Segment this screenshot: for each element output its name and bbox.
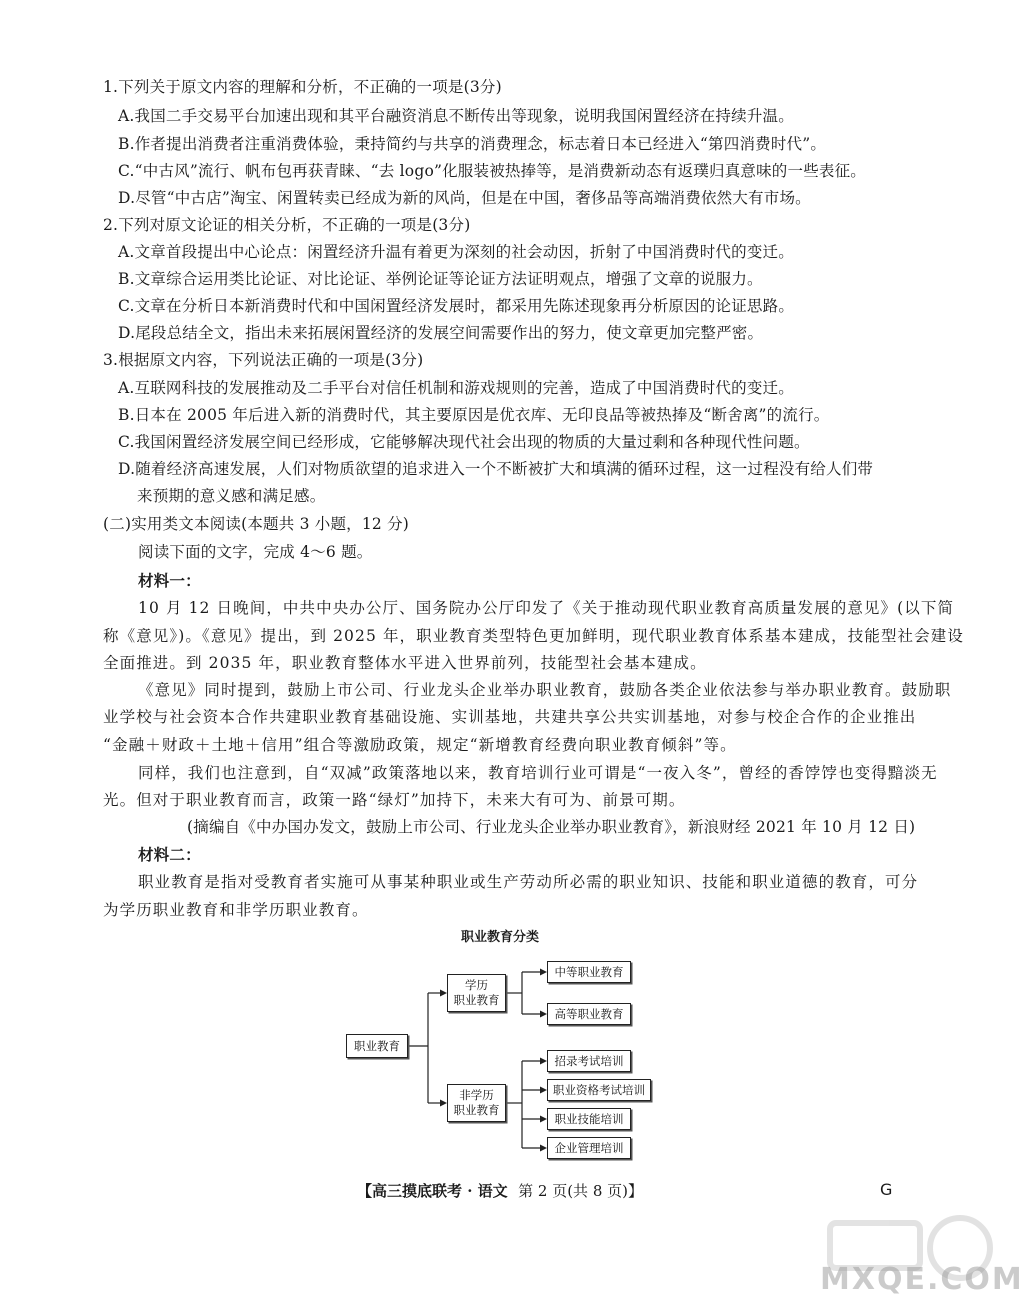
material-2-line2: 为学历职业教育和非学历职业教育。 [103,901,369,919]
diagram-root-node: 职业教育 [346,1034,408,1058]
material-1-source: (摘编自《中办国办发文，鼓励上市公司、行业龙头企业举办职业教育》，新浪财经 2021 年 10 月 12 日) [187,818,916,836]
material-1-p1-line3: 全面推进。到 2035 年，职业教育整体水平进入世界前列，技能型社会基本建成。 [103,654,707,672]
question-1-option-d: D.尽管“中古店”淘宝、闲置转卖已经成为新的风尚，但是在中国，奢侈品等高端消费依然大有市场。 [118,189,811,207]
diagram-branch-non-academic-line1: 非学历 [459,1088,494,1102]
diagram-node-management-training: 企业管理培训 [547,1137,631,1159]
material-2-line1: 职业教育是指对受教育者实施可从事某种职业或生产劳动所必需的职业知识、技能和职业道德的教育，可分 [138,873,919,891]
page-footer [0,1180,1000,1201]
material-2-title: 材料二： [138,845,201,864]
question-3-option-c: C.我国闲置经济发展空间已经形成，它能够解决现代社会出现的物质的大量过剩和各种现代性问题。 [118,433,810,451]
question-1-option-a: A.我国二手交易平台加速出现和其平台融资消息不断传出等现象，说明我国闲置经济在持续升温。 [118,107,794,125]
diagram-branch-non-academic [447,1084,506,1122]
material-1-title: 材料一： [138,571,201,590]
diagram-node-higher-vocational: 高等职业教育 [547,1003,631,1025]
material-1-p3-line2: 光。但对于职业教育而言，政策一路“绿灯”加持下，未来大有可为、前景可期。 [103,791,686,809]
material-1-p1-line2: 称《意见》)。《意见》提出，到 2025 年，职业教育类型特色更加鲜明，现代职业教育体系基本建成，技能型社会建设 [103,627,964,645]
question-3-option-a: A.互联网科技的发展推动及二手平台对信任机制和游戏规则的完善，造成了中国消费时代的变迁。 [118,379,794,397]
footer-page-number: 第 2 页(共 8 页)】 [518,1182,643,1200]
diagram-branch-academic-line2: 职业教育 [453,993,500,1007]
watermark-text: MXQE.COM [820,1262,1024,1297]
material-1-p2-line3: “金融＋财政＋土地＋信用”组合等激励政策，规定“新增教育经费向职业教育倾斜”等。 [103,736,737,754]
diagram-node-recruitment-exam-training: 招录考试培训 [547,1050,631,1072]
question-3-option-d: D.随着经济高速发展，人们对物质欲望的追求进入一个不断被扩大和填满的循环过程，这一过程没有给人们带 [118,460,874,478]
question-1-option-c: C.“中古风”流行、帆布包再获青睐、“去 logo”化服装被热捧等，是消费新动态有返璞归真意味的一些表征。 [118,162,867,180]
material-1-p1-line1: 10 月 12 日晚间，中共中央办公厅、国务院办公厅印发了《关于推动现代职业教育高质量发展的意见》(以下简 [138,599,955,617]
classification-diagram [330,958,650,1168]
diagram-node-secondary-vocational: 中等职业教育 [547,961,631,983]
material-1-p2-line1: 《意见》同时提到，鼓励上市公司、行业龙头企业举办职业教育，鼓励各类企业依法参与举办职业教育。鼓励职 [138,681,952,699]
diagram-title: 职业教育分类 [460,930,539,945]
diagram-branch-academic [447,974,506,1012]
material-1-p2-line2: 业学校与社会资本合作共建职业教育基础设施、实训基地，共建共享公共实训基地，对参与校企合作的企业推出 [103,708,917,726]
question-2-option-d: D.尾段总结全文，指出未来拓展闲置经济的发展空间需要作出的努力，使文章更加完整严密。 [118,324,764,342]
question-1-option-b: B.作者提出消费者注重消费体验，秉持简约与共享的消费理念，标志着日本已经进入“第四消费时代”。 [118,135,827,153]
question-3-option-d-continued: 来预期的意义感和满足感。 [137,487,326,505]
diagram-node-skills-training: 职业技能培训 [547,1108,631,1130]
question-2-stem: 2.下列对原文论证的相关分析，不正确的一项是(3分) [103,216,471,234]
diagram-node-qualification-exam-training: 职业资格考试培训 [547,1079,651,1101]
diagram-branch-non-academic-line2: 职业教育 [453,1103,500,1117]
question-3-option-b: B.日本在 2005 年后进入新的消费时代，其主要原因是优衣库、无印良品等被热捧及“断舍离”的流行。 [118,406,830,424]
footer-exam-title: 【高三摸底联考 · 语文 [357,1182,508,1200]
question-2-option-a: A.文章首段提出中心论点：闲置经济升温有着更为深刻的社会动因，折射了中国消费时代的变迁。 [118,243,794,261]
diagram-branch-academic-line1: 学历 [465,978,488,992]
question-3-stem: 3.根据原文内容，下列说法正确的一项是(3分) [103,351,424,369]
paper-version-letter: G [880,1180,893,1199]
section-intro: 阅读下面的文字，完成 4～6 题。 [138,543,373,561]
question-2-option-b: B.文章综合运用类比论证、对比论证、举例论证等论证方法证明观点，增强了文章的说服力。 [118,270,763,288]
section-heading: (二)实用类文本阅读(本题共 3 小题，12 分) [103,515,410,533]
material-1-p3-line1: 同样，我们也注意到，自“双减”政策落地以来，教育培训行业可谓是“一夜入冬”，曾经的香饽饽也变得黯淡无 [138,764,938,782]
question-1-stem: 1.下列关于原文内容的理解和分析，不正确的一项是(3分) [103,78,502,96]
question-2-option-c: C.文章在分析日本新消费时代和中国闲置经济发展时，都采用先陈述现象再分析原因的论证思路。 [118,297,795,315]
